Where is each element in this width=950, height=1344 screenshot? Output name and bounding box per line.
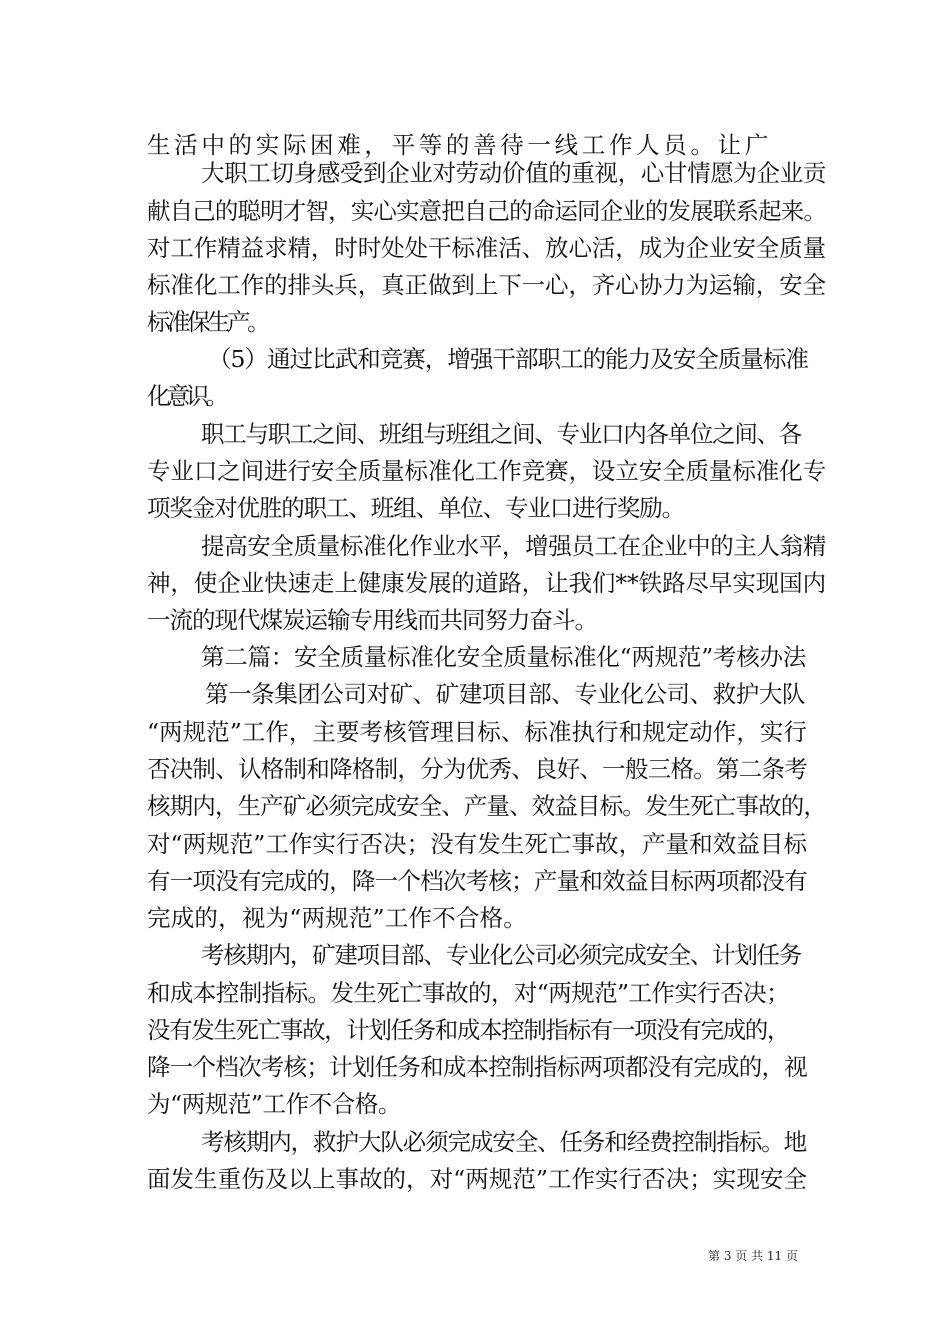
text-line: 面发生重伤及以上事故的，对“两规范”工作实行否决；实现安全 <box>147 1165 808 1193</box>
text-line: 标准化工作的排头兵，真正做到上下一心，齐心协力为运输，安全 <box>147 271 827 299</box>
text-line: 完成的，视为“两规范”工作不合格。 <box>147 904 527 932</box>
text-line: 和成本控制指标。发生死亡事故的，对“两规范”工作实行否决； <box>147 979 789 1007</box>
text-line: 核期内，生产矿必须完成安全、产量、效益目标。发生死亡事故的， <box>147 792 826 820</box>
text-line: 专业口之间进行安全质量标准化工作竞赛，设立安全质量标准化专 <box>147 457 827 485</box>
text-line: 标准保生产。 <box>147 308 267 336</box>
text-line: 生活中的实际困难，平等的善待一线工作人员。让广 <box>147 131 773 159</box>
text-line: 第一条集团公司对矿、矿建项目部、专业化公司、救护大队 <box>205 680 806 708</box>
text-line: 没有发生死亡事故，计划任务和成本控制指标有一项没有完成的， <box>147 1016 790 1044</box>
page-number: 第 3 页 共 11 页 <box>708 1249 798 1263</box>
text-line: 提高安全质量标准化作业水平，增强员工在企业中的主人翁精 <box>201 532 826 560</box>
text-line: “两规范”工作，主要考核管理目标、标准执行和规定动作，实行 <box>147 718 808 746</box>
text-line: 考核期内，矿建项目部、专业化公司必须完成安全、计划任务 <box>201 941 801 969</box>
text-line: 神，使企业快速走上健康发展的道路，让我们**铁路尽早实现国内 <box>147 569 827 597</box>
text-line: 对“两规范”工作实行否决；没有发生死亡事故，产量和效益目标 <box>147 830 808 858</box>
text-line: 化意识。 <box>147 382 225 410</box>
text-line: 降一个档次考核；计划任务和成本控制指标两项都没有完成的，视 <box>147 1053 808 1081</box>
text-line: （5）通过比武和竞赛，增强干部职工的能力及安全质量标准 <box>208 345 809 373</box>
text-line: 有一项没有完成的，降一个档次考核；产量和效益目标两项都没有 <box>147 867 808 895</box>
text-line: 考核期内，救护大队必须完成安全、任务和经费控制指标。地 <box>201 1128 806 1156</box>
text-line: 项奖金对优胜的职工、班组、单位、专业口进行奖励。 <box>147 494 684 522</box>
text-line: 职工与职工之间、班组与班组之间、专业口内各单位之间、各 <box>201 420 801 448</box>
text-line: 献自己的聪明才智，实心实意把自己的命运同企业的发展联系起来。 <box>147 197 826 225</box>
text-line: 否决制、认格制和降格制，分为优秀、良好、一般三格。第二条考 <box>147 755 808 783</box>
section-heading: 第二篇：安全质量标准化安全质量标准化“两规范”考核办法 <box>201 643 806 671</box>
text-line: 对工作精益求精，时时处处干标准活、放心活，成为企业安全质量 <box>147 234 827 262</box>
text-line: 一流的现代煤炭运输专用线而共同努力奋斗。 <box>147 606 597 634</box>
text-line: 为“两规范”工作不合格。 <box>147 1090 401 1118</box>
text-line: 大职工切身感受到企业对劳动价值的重视，心甘情愿为企业贡 <box>201 159 826 187</box>
